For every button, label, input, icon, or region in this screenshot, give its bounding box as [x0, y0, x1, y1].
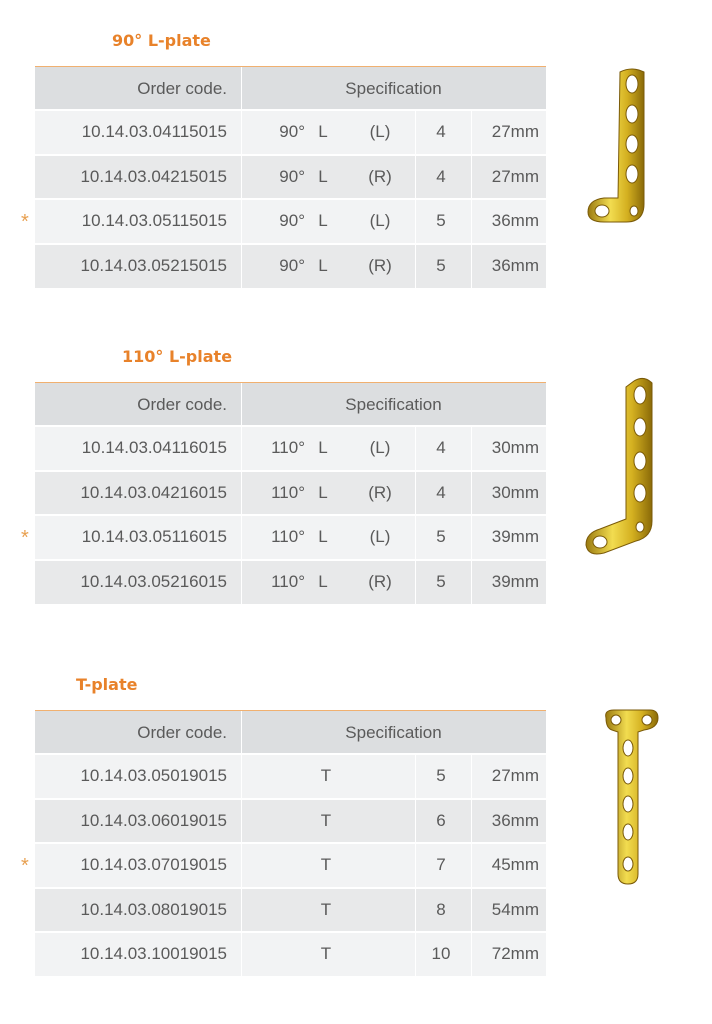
table-row [35, 471, 546, 515]
header-order-code: Order code. [137, 79, 227, 98]
order-code: 10.14.03.05216015 [80, 571, 227, 591]
spec-length: 27mm [491, 122, 539, 141]
spec-type: T [320, 944, 332, 963]
spec-length: 36mm [491, 255, 539, 275]
spec-holes: 4 [436, 482, 446, 502]
spec-side: (L) [369, 122, 391, 141]
spec-holes: 5 [436, 527, 446, 546]
spec-length: 39mm [491, 527, 539, 546]
header-specification: Specification [345, 723, 442, 742]
spec-type: L [318, 122, 328, 141]
order-code: 10.14.03.05215015 [80, 255, 227, 275]
spec-type: T [320, 766, 332, 785]
spec-type: L [318, 527, 328, 546]
spec-length: 54mm [491, 899, 539, 919]
order-code: 10.14.03.07019015 [80, 855, 227, 874]
spec-type: L [318, 482, 328, 502]
star-icon: * [21, 527, 29, 549]
spec-angle: 90° [279, 211, 305, 230]
spec-side: (L) [369, 211, 391, 230]
spec-holes: 4 [436, 122, 446, 141]
spec-holes: 5 [436, 211, 446, 230]
spec-length: 39mm [491, 571, 539, 591]
t-plate-image [600, 708, 662, 888]
table-row [35, 155, 546, 199]
spec-length: 30mm [491, 438, 539, 457]
section-title-t-plate: T-plate [76, 675, 138, 694]
spec-type: L [318, 571, 328, 591]
spec-side: (R) [368, 482, 392, 502]
table-header [35, 382, 546, 427]
spec-length: 27mm [491, 766, 539, 785]
spec-type: L [318, 211, 328, 230]
table-row [35, 799, 546, 843]
spec-type: L [318, 438, 328, 457]
header-order-code: Order code. [137, 395, 227, 414]
star-icon: * [21, 211, 29, 233]
header-order-code: Order code. [137, 723, 227, 742]
table-row [35, 754, 546, 798]
section-title-90-l-plate: 90° L-plate [112, 31, 211, 50]
spec-holes: 4 [436, 166, 446, 186]
table-row [35, 426, 546, 470]
order-code: 10.14.03.10019015 [80, 944, 227, 963]
spec-angle: 110° [271, 482, 305, 502]
spec-length: 27mm [491, 166, 539, 186]
spec-length: 36mm [491, 810, 539, 830]
order-code: 10.14.03.08019015 [80, 899, 227, 919]
order-code: 10.14.03.04216015 [80, 482, 227, 502]
table-row [21, 199, 546, 243]
spec-side: (R) [368, 166, 392, 186]
spec-angle: 90° [279, 166, 305, 186]
spec-length: 72mm [491, 944, 539, 963]
l-plate-110-image [582, 375, 662, 560]
table-row [35, 932, 546, 976]
order-code: 10.14.03.05019015 [80, 766, 227, 785]
spec-holes: 7 [436, 855, 446, 874]
spec-angle: 90° [279, 122, 305, 141]
order-code: 10.14.03.04215015 [80, 166, 227, 186]
spec-length: 36mm [491, 211, 539, 230]
star-icon: * [21, 855, 29, 877]
spec-type: L [318, 166, 328, 186]
spec-holes: 10 [431, 944, 451, 963]
spec-angle: 90° [279, 255, 305, 275]
table-row [35, 244, 546, 288]
spec-holes: 5 [436, 571, 446, 591]
spec-side: (R) [368, 255, 392, 275]
header-specification: Specification [345, 79, 442, 98]
table-row [35, 888, 546, 932]
table-header [35, 66, 546, 111]
spec-type: T [320, 810, 332, 830]
order-code: 10.14.03.05115015 [81, 211, 227, 230]
spec-holes: 4 [436, 438, 446, 457]
order-code: 10.14.03.04116015 [81, 438, 227, 457]
spec-holes: 5 [436, 766, 446, 785]
spec-angle: 110° [271, 438, 305, 457]
spec-holes: 8 [436, 899, 446, 919]
table-row [21, 515, 546, 559]
order-code: 10.14.03.04115015 [81, 122, 227, 141]
table-header [35, 710, 546, 755]
spec-side: (L) [369, 438, 391, 457]
table-row [21, 843, 546, 887]
spec-type: T [320, 855, 332, 874]
spec-length: 30mm [491, 482, 539, 502]
section-title-110-l-plate: 110° L-plate [122, 347, 233, 366]
l-plate-90-image [582, 66, 662, 231]
table-row [35, 560, 546, 604]
spec-holes: 6 [436, 810, 446, 830]
order-code: 10.14.03.06019015 [80, 810, 227, 830]
spec-length: 45mm [491, 855, 539, 874]
spec-side: (L) [369, 527, 391, 546]
spec-type: T [320, 899, 332, 919]
spec-angle: 110° [271, 571, 305, 591]
spec-type: L [318, 255, 328, 275]
spec-angle: 110° [271, 527, 305, 546]
table-row [35, 110, 546, 154]
spec-side: (R) [368, 571, 392, 591]
spec-holes: 5 [436, 255, 446, 275]
header-specification: Specification [345, 395, 442, 414]
order-code: 10.14.03.05116015 [81, 527, 227, 546]
